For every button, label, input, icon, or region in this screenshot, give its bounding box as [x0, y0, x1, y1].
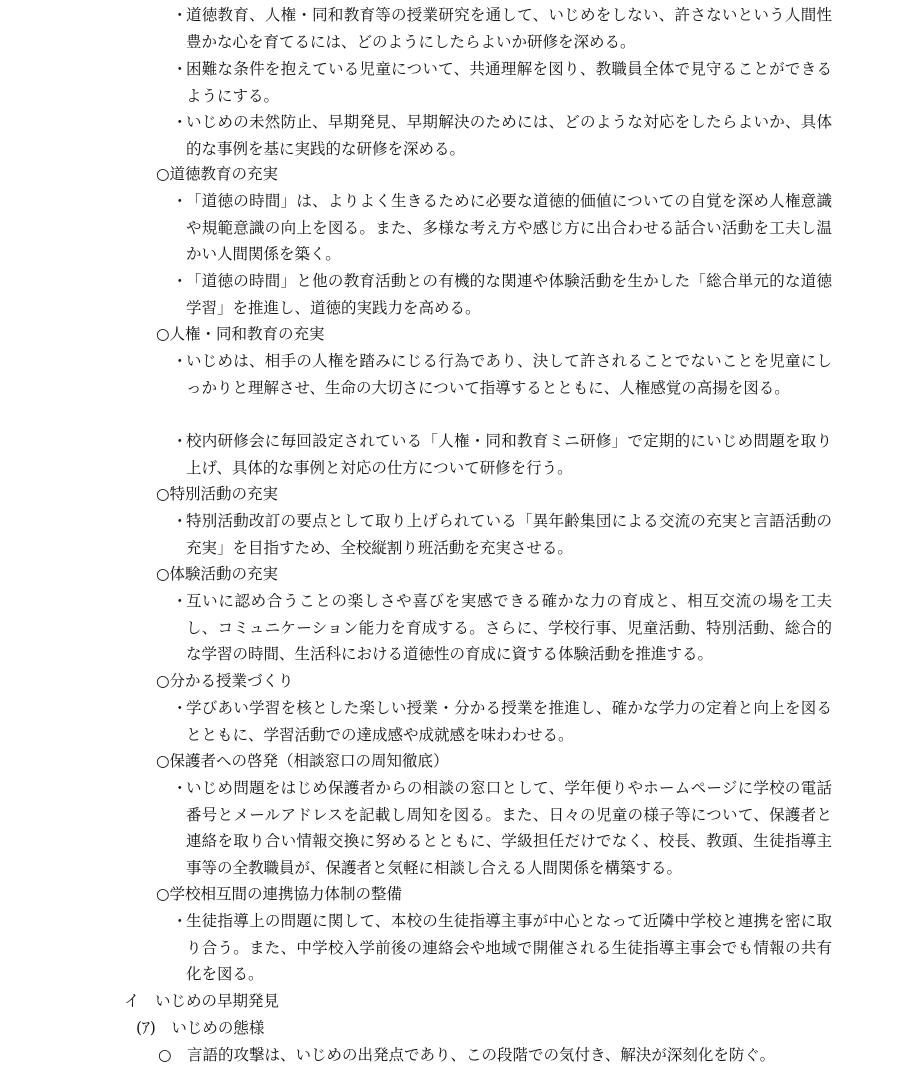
list-item-text: 「道徳の時間」は、よりよく生きるために必要な道徳的価値についての自覚を深め人権意識や規範意識の向上を図る。また、多様な考え方や感じ方に出合わせる話合い活動を工夫し温かい人間関係を築く。: [186, 192, 832, 263]
list-item-text: 互いに認め合うことの楽しさや喜びを実感できる確かな力の育成と、相互交流の場を工夫し、コミュニケーション能力を育成する。さらに、学校行事、児童活動、特別活動、総合的な学習の時間、生活科における道徳性の育成に資する体験活動を推進する。: [186, 592, 832, 663]
list-item-text: いじめの未然防止、早期発見、早期解決のためには、どのような対応をしたらよいか、具体的な事例を基に実践的な研修を深める。: [186, 113, 832, 158]
list-item: [172, 188, 832, 268]
section-title: イ いじめの早期発見: [124, 992, 280, 1010]
list-item-text: 困難な条件を抱えている児童について、共通理解を図り、教職員全体で見守ることができるようにする。: [186, 60, 832, 105]
list-item: [172, 348, 832, 401]
bullet-mark: ・: [172, 592, 188, 610]
bullet-mark: ・: [172, 699, 188, 717]
bullet-mark: ・: [172, 192, 188, 210]
paragraph: ○ 言語的攻撃は、いじめの出発点であり、この段階での気付き、解決が深刻化を防ぐ。: [158, 1046, 776, 1064]
list-item: [172, 695, 832, 748]
list-item-text: いじめ問題をはじめ保護者からの相談の窓口として、学年便りやホームページに学校の電話番号とメールアドレスを記載し周知を図る。また、日々の児童の様子等について、保護者と連絡を取り合い情報交換に努めるとともに、学級担任だけでなく、校長、教頭、生徒指導主事等の全教職員が、保護者と気軽に相談し合える人間関係を構築する。: [186, 779, 832, 877]
list-item-text: 道徳教育、人権・同和教育等の授業研究を通して、いじめをしない、許さないという人間性豊かな心を育てるには、どのようにしたらよいか研修を深める。: [186, 6, 832, 51]
bullet-mark: ・: [172, 6, 188, 24]
list-item-text: 「道徳の時間」と他の教育活動との有機的な関連や体験活動を生かした「総合単元的な道徳学習」を推進し、道徳的実践力を高める。: [186, 272, 832, 317]
list-item: [172, 588, 832, 668]
bullet-mark: ・: [172, 912, 188, 930]
section-heading: ○保護者への啓発（相談窓口の周知徹底）: [156, 752, 449, 770]
bullet-mark: ・: [172, 60, 188, 78]
list-item: [172, 56, 832, 109]
list-item-text: 生徒指導上の問題に関して、本校の生徒指導主事が中心となって近隣中学校と連携を密に取り合う。また、中学校入学前後の連絡会や地域で開催される生徒指導主事会でも情報の共有化を図る。: [186, 912, 832, 983]
list-item: [172, 109, 832, 162]
section-heading: ○体験活動の充実: [156, 565, 279, 583]
list-item: [172, 775, 832, 881]
section-heading: ○道徳教育の充実: [156, 165, 279, 183]
list-item: [172, 2, 832, 55]
bullet-mark: ・: [172, 432, 188, 450]
bullet-mark: ・: [172, 352, 188, 370]
list-item-text: いじめは、相手の人権を踏みにじる行為であり、決して許されることでないことを児童にしっかりと理解させ、生命の大切さについて指導するとともに、人権感覚の高揚を図る。: [186, 352, 832, 397]
subsection-title: (ｱ) いじめの態様: [136, 1019, 265, 1037]
list-item-text: 特別活動改訂の要点として取り上げられている「異年齢集団による交流の充実と言語活動の充実」を目指すため、全校縦割り班活動を充実させる。: [186, 512, 832, 557]
list-item-text: 校内研修会に毎回設定されている「人権・同和教育ミニ研修」で定期的にいじめ問題を取り上げ、具体的な事例と対応の仕方について研修を行う。: [186, 432, 832, 477]
bullet-mark: ・: [172, 272, 188, 290]
list-item: [172, 268, 832, 321]
list-item: [172, 428, 832, 481]
section-heading: ○分かる授業づくり: [156, 672, 294, 690]
bullet-mark: ・: [172, 113, 188, 131]
list-item: [172, 508, 832, 561]
section-heading: ○特別活動の充実: [156, 485, 279, 503]
list-item: [172, 908, 832, 988]
section-heading: ○人権・同和教育の充実: [156, 325, 325, 343]
list-item-text: 学びあい学習を核とした楽しい授業・分かる授業を推進し、確かな学力の定着と向上を図るとともに、学習活動での達成感や成就感を味わわせる。: [186, 699, 832, 744]
bullet-mark: ・: [172, 512, 188, 530]
section-heading: ○学校相互間の連携協力体制の整備: [156, 885, 403, 903]
bullet-mark: ・: [172, 779, 188, 797]
